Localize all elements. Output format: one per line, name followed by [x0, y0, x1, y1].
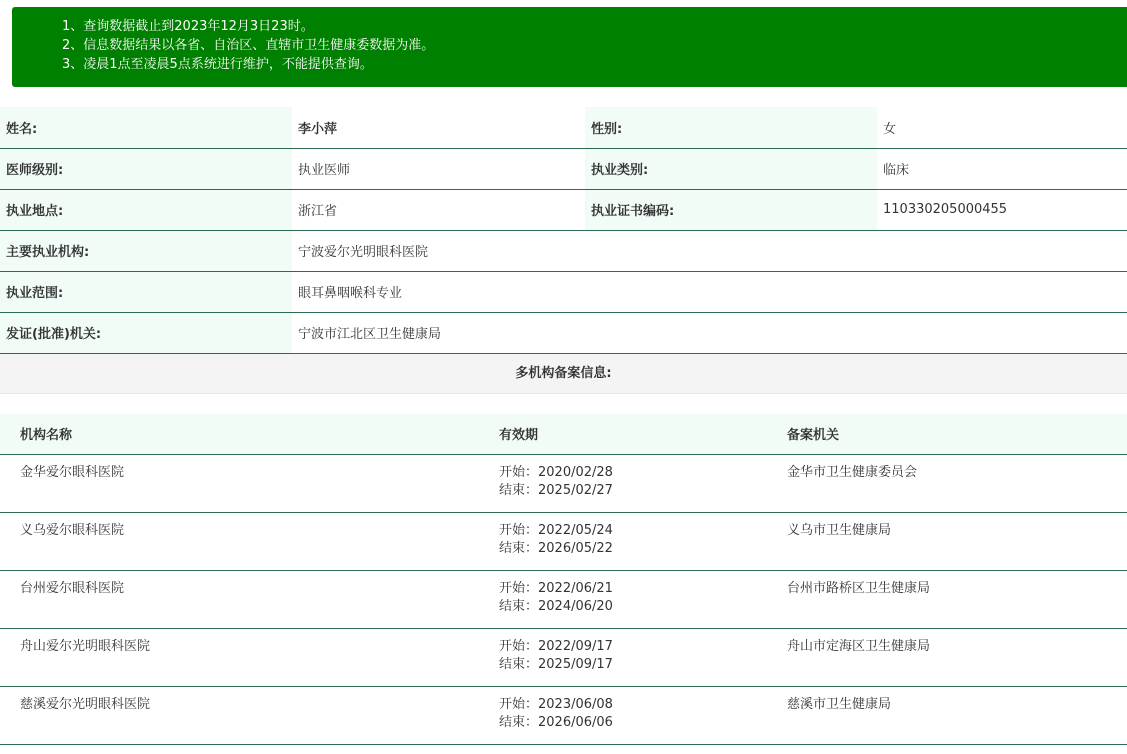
info-row-name — [0, 107, 1127, 148]
row-end: 结束：2025/09/17 — [499, 656, 613, 672]
cert-value: 110330205000455 — [877, 189, 1127, 230]
org-value: 宁波爱尔光明眼科医院 — [292, 230, 1127, 271]
table-row — [0, 628, 1127, 686]
row-validity — [480, 686, 767, 744]
registry-header-row — [0, 414, 1127, 454]
level-label: 医师级别: — [0, 148, 292, 189]
header-authority: 备案机关 — [767, 414, 1127, 454]
row-org: 台州爱尔眼科医院 — [0, 570, 480, 628]
row-org: 金华爱尔眼科医院 — [0, 454, 480, 512]
name-label: 姓名: — [0, 107, 292, 148]
table-row — [0, 570, 1127, 628]
scope-label: 执业范围: — [0, 271, 292, 312]
row-start: 开始：2023/06/08 — [499, 696, 613, 712]
table-row — [0, 454, 1127, 512]
scope-value: 眼耳鼻咽喉科专业 — [292, 271, 1127, 312]
type-label: 执业类别: — [585, 148, 877, 189]
row-validity — [480, 570, 767, 628]
multi-org-section-title: 多机构备案信息: — [0, 354, 1127, 394]
header-validity: 有效期 — [480, 414, 767, 454]
table-row — [0, 512, 1127, 570]
type-value: 临床 — [877, 148, 1127, 189]
row-start: 开始：2022/09/17 — [499, 638, 613, 654]
info-row-scope — [0, 271, 1127, 312]
org-label: 主要执业机构: — [0, 230, 292, 271]
row-end: 结束：2025/02/27 — [499, 482, 613, 498]
row-authority: 舟山市定海区卫生健康局 — [767, 628, 1127, 686]
row-authority: 义乌市卫生健康局 — [767, 512, 1127, 570]
level-value: 执业医师 — [292, 148, 585, 189]
notice-banner — [12, 7, 1127, 87]
notice-line-3: 3、凌晨1点至凌晨5点系统进行维护，不能提供查询。 — [62, 57, 373, 72]
row-end: 结束：2024/06/20 — [499, 598, 613, 614]
row-org: 慈溪爱尔光明眼科医院 — [0, 686, 480, 744]
row-validity — [480, 454, 767, 512]
name-value: 李小萍 — [292, 107, 585, 148]
row-authority: 慈溪市卫生健康局 — [767, 686, 1127, 744]
row-start: 开始：2020/02/28 — [499, 464, 613, 480]
place-label: 执业地点: — [0, 189, 292, 230]
gender-label: 性别: — [585, 107, 877, 148]
row-start: 开始：2022/05/24 — [499, 522, 613, 538]
info-row-org — [0, 230, 1127, 271]
table-row — [0, 686, 1127, 744]
row-start: 开始：2022/06/21 — [499, 580, 613, 596]
info-row-issuer — [0, 312, 1127, 353]
row-authority: 金华市卫生健康委员会 — [767, 454, 1127, 512]
registry-table — [0, 414, 1127, 745]
gender-value: 女 — [877, 107, 1127, 148]
notice-line-2: 2、信息数据结果以各省、自治区、直辖市卫生健康委数据为准。 — [62, 38, 435, 53]
row-org: 义乌爱尔眼科医院 — [0, 512, 480, 570]
row-validity — [480, 512, 767, 570]
info-row-place — [0, 189, 1127, 230]
header-org-name: 机构名称 — [0, 414, 480, 454]
notice-line-1: 1、查询数据截止到2023年12月3日23时。 — [62, 19, 314, 34]
cert-label: 执业证书编码: — [585, 189, 877, 230]
row-end: 结束：2026/06/06 — [499, 714, 613, 730]
doctor-info-table — [0, 107, 1127, 354]
row-authority: 台州市路桥区卫生健康局 — [767, 570, 1127, 628]
row-end: 结束：2026/05/22 — [499, 540, 613, 556]
issuer-value: 宁波市江北区卫生健康局 — [292, 312, 1127, 353]
place-value: 浙江省 — [292, 189, 585, 230]
issuer-label: 发证(批准)机关: — [0, 312, 292, 353]
row-org: 舟山爱尔光明眼科医院 — [0, 628, 480, 686]
row-validity — [480, 628, 767, 686]
info-row-level — [0, 148, 1127, 189]
